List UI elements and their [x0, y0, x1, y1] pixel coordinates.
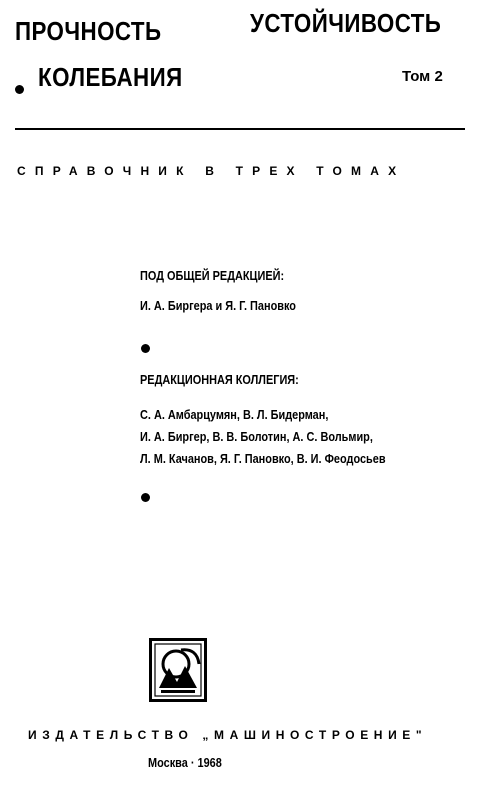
title-strength: ПРОЧНОСТЬ: [15, 16, 162, 46]
board-line-1: С. А. Амбарцумян, В. Л. Бидерман,: [140, 407, 329, 422]
publisher-place-year: Москва · 1968: [148, 755, 222, 770]
publisher-emblem-icon: [149, 638, 207, 702]
editors-names: И. А. Биргера и Я. Г. Пановко: [140, 298, 296, 313]
section-bullet-dot: [141, 344, 150, 353]
board-label: РЕДАКЦИОННАЯ КОЛЛЕГИЯ:: [140, 372, 299, 387]
board-line-2: И. А. Биргер, В. В. Болотин, А. С. Вольмир,: [140, 429, 373, 444]
board-line-3: Л. М. Качанов, Я. Г. Пановко, В. И. Феодосьев: [140, 451, 386, 466]
title-bullet-dot: [15, 85, 24, 94]
publisher-name: ИЗДАТЕЛЬСТВО „МАШИНОСТРОЕНИЕ": [28, 728, 428, 742]
title-stability: УСТОЙЧИВОСТЬ: [250, 8, 442, 38]
volume-label: Том 2: [402, 68, 443, 85]
header-divider: [15, 128, 465, 130]
section-bullet-dot-2: [141, 493, 150, 502]
editors-label: ПОД ОБЩЕЙ РЕДАКЦИЕЙ:: [140, 268, 285, 283]
subtitle-reference-book: СПРАВОЧНИК В ТРЕХ ТОМАХ: [17, 164, 406, 178]
title-vibrations: КОЛЕБАНИЯ: [38, 62, 183, 92]
